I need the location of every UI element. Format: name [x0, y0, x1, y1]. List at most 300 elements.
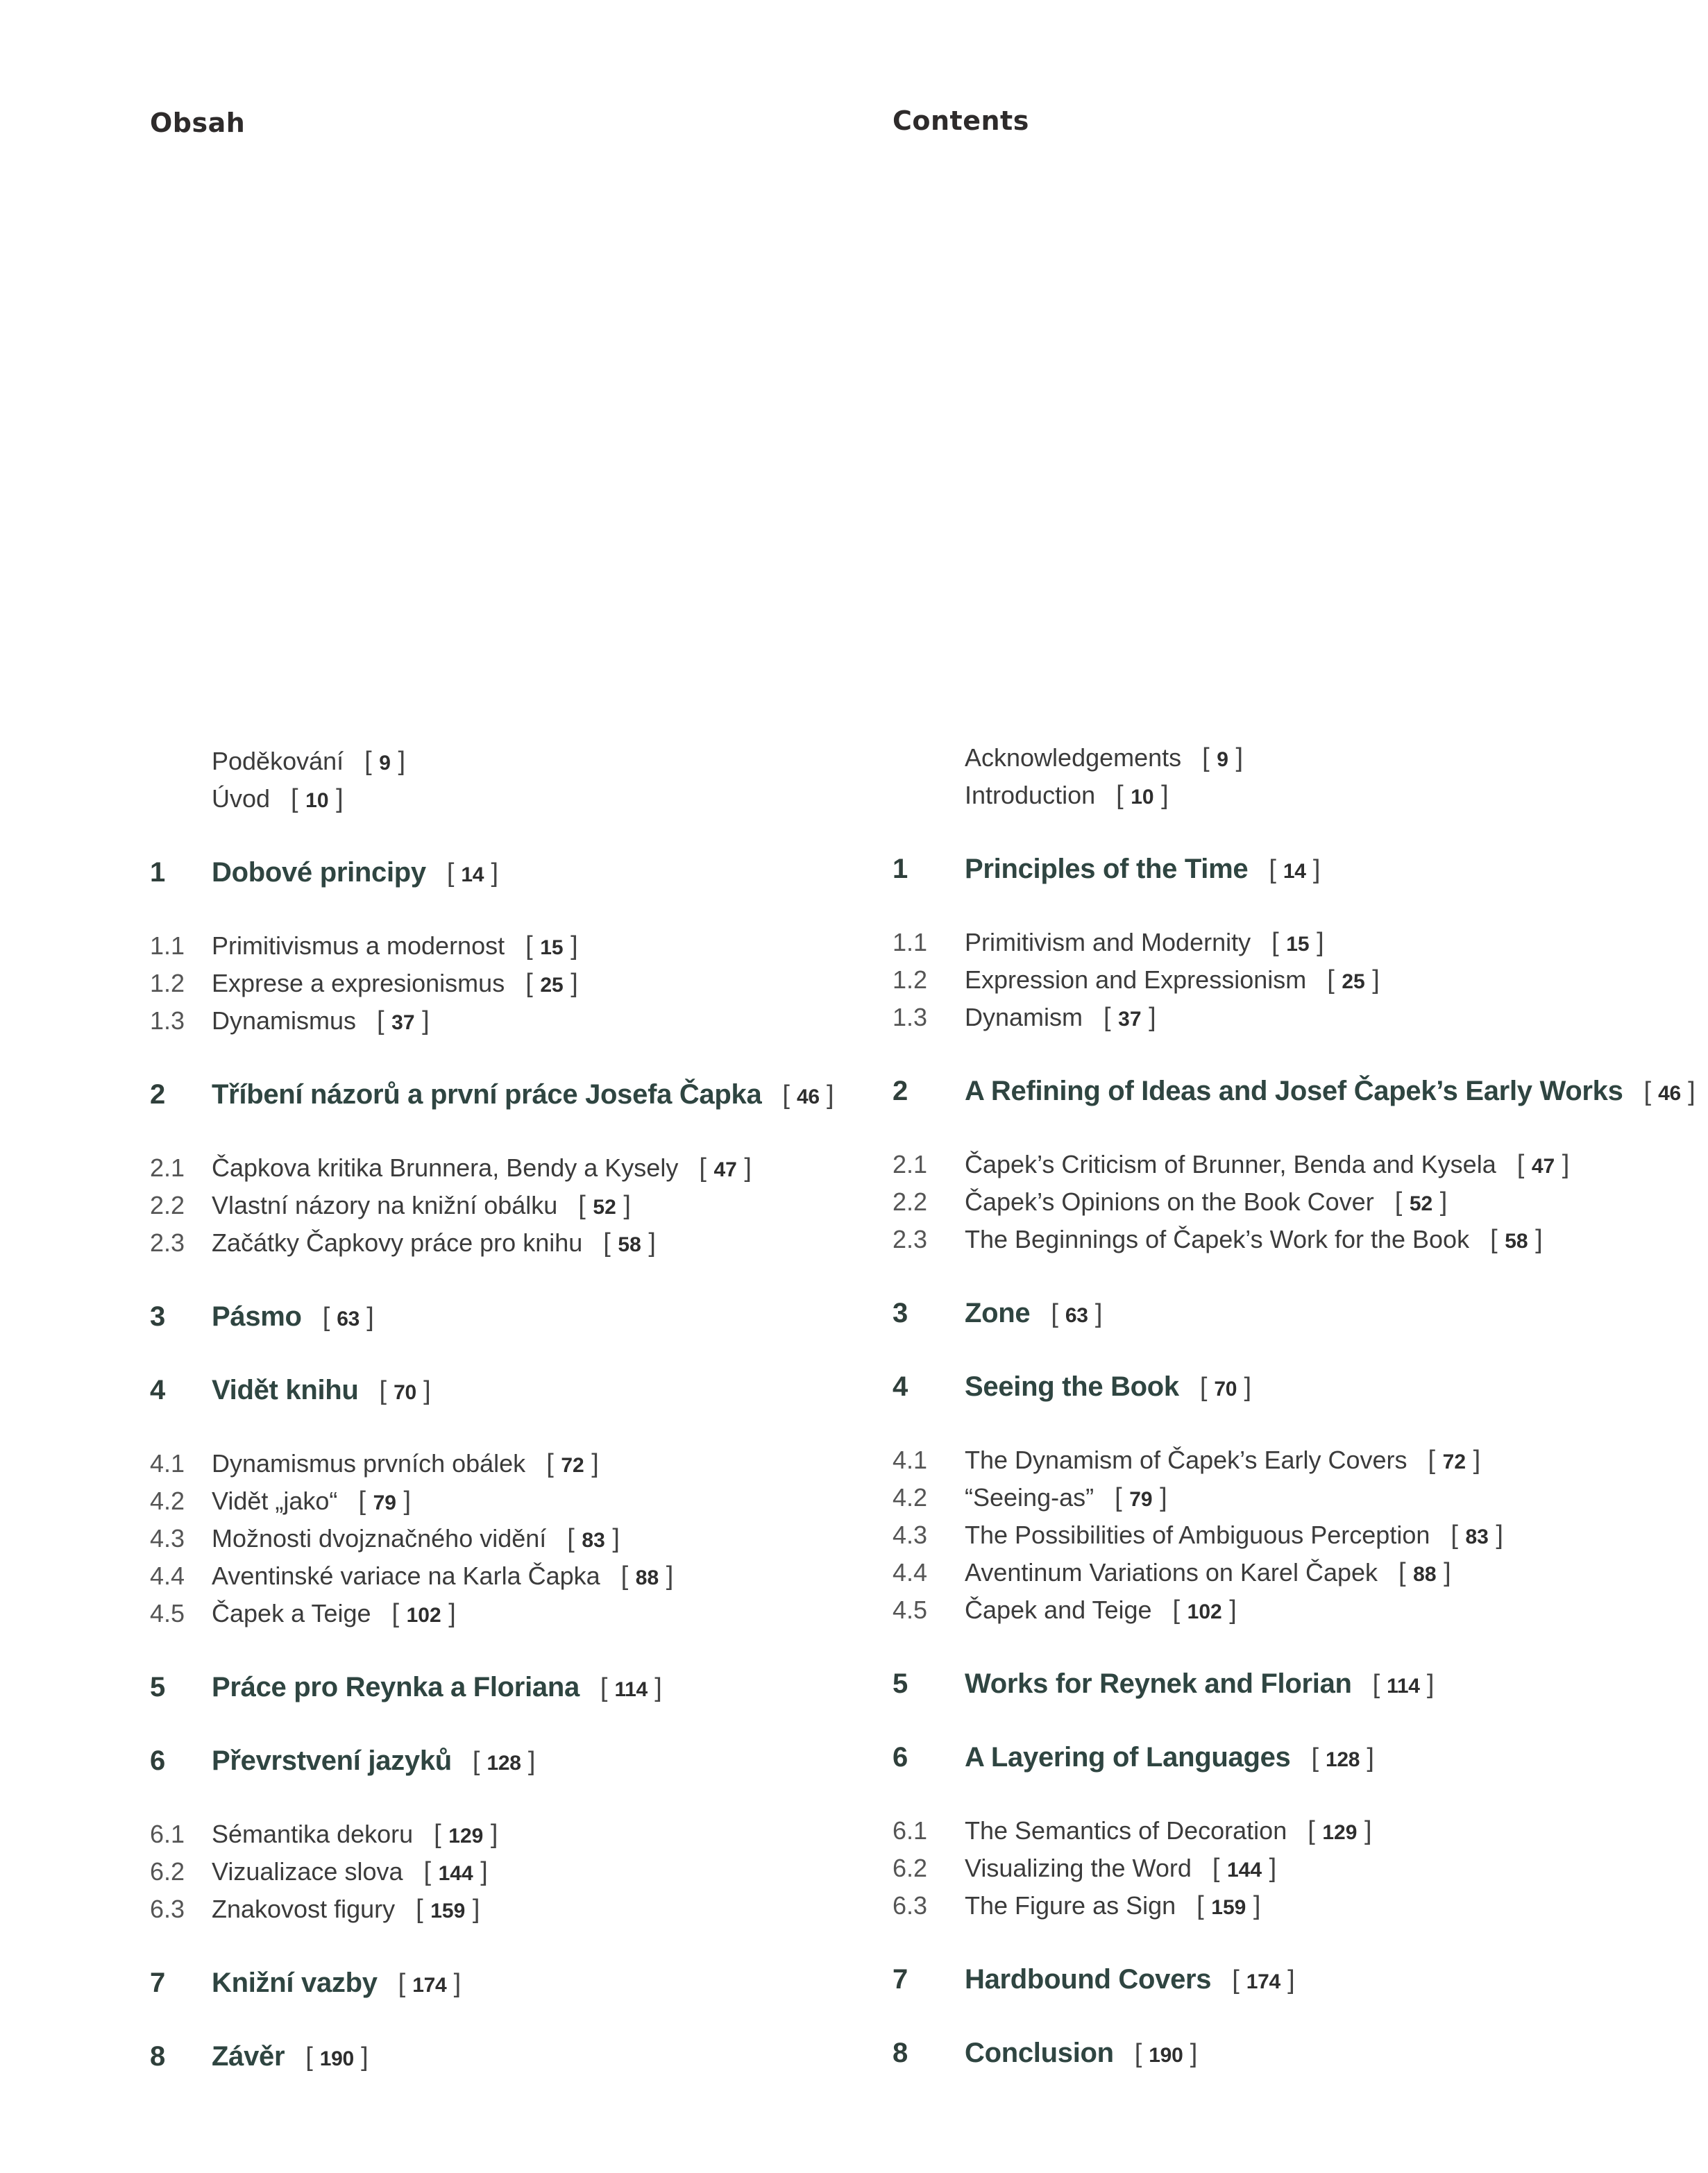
- page-value: 58: [1505, 1230, 1528, 1253]
- page-number: [1051, 1299, 1103, 1328]
- spacer: [893, 1998, 1705, 2034]
- toc-entry-section[interactable]: [150, 927, 879, 965]
- entry-text: [965, 1850, 1276, 1889]
- entry-label: Poděkování: [212, 747, 344, 775]
- page-number: [416, 1895, 480, 1924]
- chapter-title: Tříbení názorů a první práce Josefa Čapka: [212, 1079, 762, 1110]
- section-number: 2.1: [893, 1150, 928, 1178]
- entry-text: [212, 1002, 430, 1042]
- bracket-close: ]: [1360, 1743, 1374, 1773]
- bracket-open: [: [472, 1747, 487, 1776]
- page-value: 114: [614, 1678, 648, 1701]
- page-value: 37: [391, 1011, 415, 1034]
- section-number: 1.1: [893, 928, 928, 956]
- entry-text: [965, 1887, 1260, 1927]
- page-number: [1451, 1521, 1503, 1550]
- entry-text: [965, 1146, 1569, 1185]
- bracket-close: ]: [1309, 928, 1324, 957]
- bracket-close: ]: [616, 1191, 631, 1220]
- bracket-open: [: [379, 1376, 394, 1405]
- page-value: 15: [1286, 933, 1310, 956]
- toc-entry-section[interactable]: [150, 1816, 879, 1853]
- bracket-close: ]: [473, 1857, 488, 1886]
- bracket-open: [: [1372, 1670, 1387, 1699]
- spacer: [150, 2002, 879, 2038]
- page-number: [1232, 1965, 1295, 1995]
- bracket-close: ]: [1555, 1150, 1570, 1179]
- bracket-close: ]: [1305, 855, 1321, 884]
- toc-entry-section[interactable]: [150, 1853, 879, 1891]
- page-number: [377, 1006, 430, 1035]
- page-value: 190: [319, 2047, 354, 2070]
- section-number: 4.5: [893, 1596, 928, 1624]
- bracket-close: ]: [563, 969, 578, 998]
- entry-text: [212, 927, 578, 967]
- bracket-open: [: [1104, 1003, 1119, 1032]
- toc-entry-section[interactable]: [150, 1445, 879, 1482]
- entry-text: [965, 1072, 1695, 1113]
- section-title: Sémantika dekoru: [212, 1820, 414, 1848]
- spacer: [893, 1702, 1705, 1739]
- page-value: 14: [461, 863, 484, 886]
- entry-text: [965, 1368, 1251, 1408]
- chapter-number: 3: [893, 1298, 908, 1328]
- page-value: 129: [1322, 1821, 1358, 1844]
- bracket-close: ]: [390, 747, 406, 776]
- bracket-close: ]: [1221, 1596, 1237, 1625]
- section-number: 2.1: [150, 1153, 185, 1182]
- toc-entry-section[interactable]: [150, 1520, 879, 1557]
- section-number: 4.1: [150, 1449, 185, 1478]
- toc-entry-section[interactable]: [150, 1595, 879, 1632]
- spacer: [150, 1113, 879, 1149]
- page-value: 159: [430, 1900, 466, 1922]
- page-number: [603, 1228, 656, 1258]
- bracket-open: [: [416, 1895, 431, 1924]
- bracket-close: ]: [736, 1153, 752, 1183]
- page-number: [472, 1747, 536, 1776]
- bracket-open: [: [1212, 1854, 1227, 1883]
- bracket-close: ]: [647, 1673, 662, 1702]
- page-value: 47: [713, 1158, 737, 1181]
- entry-label: Introduction: [965, 781, 1096, 809]
- page-value: 70: [394, 1381, 416, 1404]
- bracket-open: [: [1232, 1965, 1246, 1995]
- toc-entry-chapter[interactable]: [150, 1668, 879, 1706]
- toc-list-czech: [150, 743, 879, 2075]
- entry-text: [212, 1520, 620, 1559]
- page-value: 10: [1131, 786, 1154, 809]
- bracket-open: [: [398, 1969, 413, 1998]
- chapter-title: A Layering of Languages: [965, 1742, 1291, 1773]
- section-title: Primitivism and Modernity: [965, 928, 1251, 956]
- page-number: [1643, 1077, 1696, 1106]
- bracket-close: ]: [328, 784, 344, 813]
- toc-entry-section[interactable]: [893, 999, 1705, 1036]
- bracket-open: [: [423, 1857, 439, 1886]
- chapter-number: 4: [893, 1371, 908, 1402]
- section-title: Čapek a Teige: [212, 1599, 371, 1627]
- toc-entry-section[interactable]: [150, 1187, 879, 1224]
- section-title: Čapek and Teige: [965, 1596, 1152, 1624]
- chapter-title: Conclusion: [965, 2038, 1114, 2068]
- bracket-open: [: [1202, 743, 1217, 772]
- toc-entry-chapter[interactable]: [150, 1298, 879, 1335]
- bracket-open: [: [358, 1487, 373, 1516]
- entry-text: [212, 1891, 480, 1930]
- section-number: 6.2: [150, 1857, 185, 1886]
- toc-entry-chapter[interactable]: [150, 1076, 879, 1113]
- bracket-close: ]: [1466, 1446, 1481, 1475]
- page-number: [1271, 928, 1324, 957]
- bracket-open: [: [1199, 1373, 1215, 1402]
- page-value: 79: [1129, 1488, 1153, 1511]
- toc-entry-section[interactable]: [893, 1479, 1705, 1516]
- section-number: 1.1: [150, 931, 185, 960]
- toc-entry-chapter[interactable]: [893, 1072, 1705, 1110]
- entry-text: [212, 965, 578, 1004]
- page-number: [699, 1153, 752, 1183]
- entry-text: [965, 850, 1320, 890]
- chapter-number: 6: [150, 1745, 166, 1776]
- section-number: 4.2: [150, 1487, 185, 1515]
- toc-entry-section[interactable]: [893, 961, 1705, 999]
- bracket-open: [: [1516, 1150, 1532, 1179]
- chapter-title: Hardbound Covers: [965, 1964, 1212, 1995]
- bracket-close: ]: [563, 931, 578, 961]
- section-title: Čapkova kritika Brunnera, Bendy a Kysely: [212, 1153, 679, 1182]
- spacer: [150, 1706, 879, 1742]
- page-value: 88: [635, 1566, 659, 1589]
- page-number: [322, 1303, 374, 1332]
- page-value: 190: [1149, 2044, 1183, 2067]
- entry-text: [212, 780, 344, 820]
- toc-entry-chapter[interactable]: [893, 2034, 1705, 2072]
- bracket-open: [: [1394, 1187, 1410, 1217]
- bracket-open: [: [1308, 1816, 1323, 1845]
- page-value: 25: [1342, 970, 1365, 993]
- page-number: [525, 931, 578, 961]
- page-number: [1199, 1373, 1251, 1402]
- entry-text: [965, 1812, 1372, 1852]
- section-title: Dynamism: [965, 1003, 1083, 1031]
- section-number: 4.1: [893, 1446, 928, 1474]
- page-value: 174: [1246, 1970, 1280, 1993]
- spacer: [893, 1332, 1705, 1368]
- toc-entry-section[interactable]: [150, 1557, 879, 1595]
- page-value: 25: [540, 974, 564, 997]
- chapter-title: A Refining of Ideas and Josef Čapek’s Early Works: [965, 1076, 1623, 1106]
- spacer: [150, 1928, 879, 1964]
- page-number: [1308, 1816, 1372, 1845]
- page-value: 46: [796, 1085, 820, 1108]
- page-value: 102: [406, 1604, 441, 1627]
- bracket-open: [: [391, 1599, 407, 1628]
- section-title: Znakovost figury: [212, 1895, 396, 1923]
- toc-list-english: [893, 739, 1705, 2072]
- page-value: 102: [1187, 1600, 1222, 1623]
- page-value: 128: [487, 1752, 521, 1775]
- bracket-close: ]: [819, 1081, 834, 1110]
- bracket-close: ]: [1357, 1816, 1372, 1845]
- chapter-number: 4: [150, 1375, 166, 1405]
- bracket-open: [: [620, 1562, 636, 1591]
- spacer: [150, 1335, 879, 1371]
- section-number: 2.3: [150, 1228, 185, 1257]
- bracket-open: [: [364, 747, 380, 776]
- toc-entry-section[interactable]: [893, 924, 1705, 961]
- toc-entry-chapter[interactable]: [893, 1739, 1705, 1776]
- chapter-title: Převrstvení jazyků: [212, 1745, 452, 1776]
- page-number: [358, 1487, 412, 1516]
- bracket-close: ]: [1237, 1373, 1251, 1402]
- bracket-open: [: [525, 969, 541, 998]
- bracket-close: ]: [414, 1006, 430, 1035]
- bracket-open: [: [603, 1228, 618, 1258]
- section-title: Dynamismus prvních obálek: [212, 1449, 526, 1478]
- entry-text: [212, 1853, 488, 1893]
- chapter-number: 1: [893, 854, 908, 884]
- bracket-close: ]: [1528, 1225, 1543, 1254]
- chapter-title: Knižní vazby: [212, 1968, 378, 1998]
- toc-entry-front[interactable]: [893, 739, 1705, 777]
- entry-text: [212, 1445, 599, 1485]
- bracket-open: [: [1197, 1891, 1212, 1920]
- chapter-number: 8: [893, 2038, 908, 2068]
- toc-entry-section[interactable]: [893, 1183, 1705, 1221]
- chapter-number: 3: [150, 1301, 166, 1332]
- entry-text: [965, 1739, 1374, 1779]
- bracket-close: ]: [1246, 1891, 1261, 1920]
- page-number: [546, 1449, 599, 1478]
- spacer: [893, 1776, 1705, 1812]
- bracket-close: ]: [416, 1376, 431, 1405]
- section-title: Začátky Čapkovy práce pro knihu: [212, 1228, 583, 1257]
- entry-text: [212, 1964, 461, 2004]
- entry-text: [212, 743, 405, 782]
- toc-entry-chapter[interactable]: [893, 1961, 1705, 1998]
- bracket-open: [: [1051, 1299, 1065, 1328]
- section-title: The Dynamism of Čapek’s Early Covers: [965, 1446, 1407, 1474]
- toc-entry-section[interactable]: [893, 1441, 1705, 1479]
- bracket-close: ]: [1280, 1965, 1295, 1995]
- toc-entry-chapter[interactable]: [150, 1742, 879, 1779]
- page-value: 15: [540, 936, 564, 959]
- toc-entry-chapter[interactable]: [150, 1964, 879, 2002]
- chapter-number: 5: [150, 1672, 166, 1702]
- section-title: “Seeing-as”: [965, 1483, 1094, 1512]
- bracket-close: ]: [1364, 965, 1380, 995]
- page-number: [1197, 1891, 1261, 1920]
- bracket-close: ]: [1088, 1299, 1103, 1328]
- entry-text: [965, 1183, 1447, 1223]
- page-value: 9: [1217, 748, 1228, 771]
- section-title: The Figure as Sign: [965, 1891, 1176, 1920]
- section-number: 4.3: [893, 1521, 928, 1549]
- toc-entry-section[interactable]: [893, 1850, 1705, 1887]
- toc-entry-section[interactable]: [893, 1591, 1705, 1629]
- bracket-open: [: [1115, 1483, 1130, 1512]
- toc-entry-section[interactable]: [893, 1146, 1705, 1183]
- section-number: 2.2: [150, 1191, 185, 1219]
- entry-text: [965, 1665, 1434, 1705]
- chapter-title: Seeing the Book: [965, 1371, 1179, 1402]
- section-title: Vlastní názory na knižní obálku: [212, 1191, 558, 1219]
- entry-text: [965, 1294, 1102, 1335]
- chapter-title: Works for Reynek and Florian: [965, 1668, 1352, 1699]
- bracket-open: [: [446, 859, 462, 888]
- page-value: 14: [1283, 860, 1306, 883]
- toc-entry-section[interactable]: [893, 1887, 1705, 1925]
- toc-entry-front[interactable]: [893, 777, 1705, 814]
- section-number: 4.4: [893, 1558, 928, 1587]
- spacer: [893, 1036, 1705, 1072]
- section-number: 4.3: [150, 1524, 185, 1553]
- spacer: [150, 1779, 879, 1816]
- section-number: 1.3: [150, 1006, 185, 1035]
- section-title: Vizualizace slova: [212, 1857, 403, 1886]
- section-number: 1.2: [893, 965, 928, 994]
- chapter-number: 2: [893, 1076, 908, 1106]
- chapter-number: 7: [893, 1964, 908, 1995]
- page-value: 88: [1413, 1563, 1437, 1586]
- bracket-open: [: [322, 1303, 337, 1332]
- page-value: 144: [1226, 1859, 1262, 1882]
- page-value: 83: [1465, 1525, 1489, 1548]
- entry-text: [212, 1187, 631, 1226]
- spacer: [893, 1258, 1705, 1294]
- page-number: [423, 1857, 488, 1886]
- spacer: [893, 888, 1705, 924]
- chapter-title: Vidět knihu: [212, 1375, 359, 1405]
- page-number: [1490, 1225, 1543, 1254]
- toc-entry-section[interactable]: [893, 1516, 1705, 1554]
- section-number: 6.2: [893, 1854, 928, 1882]
- toc-entry-section[interactable]: [150, 965, 879, 1002]
- toc-entry-chapter[interactable]: [893, 1665, 1705, 1702]
- spacer: [893, 1925, 1705, 1961]
- bracket-close: ]: [353, 2043, 369, 2072]
- toc-entry-section[interactable]: [150, 1149, 879, 1187]
- chapter-number: 1: [150, 857, 166, 888]
- spacer: [150, 818, 879, 854]
- chapter-title: Principles of the Time: [965, 854, 1249, 884]
- toc-entry-chapter[interactable]: [150, 2038, 879, 2075]
- bracket-close: ]: [483, 1820, 498, 1849]
- page-number: [1172, 1596, 1237, 1625]
- page-number: [1269, 855, 1321, 884]
- spacer: [150, 1632, 879, 1668]
- page-number: [446, 859, 498, 888]
- page-value: 58: [618, 1233, 641, 1256]
- page-number: [398, 1969, 461, 1998]
- page-value: 72: [561, 1454, 584, 1477]
- page-number: [1212, 1854, 1277, 1883]
- page-number: [567, 1524, 620, 1553]
- toc-entry-chapter[interactable]: [150, 854, 879, 891]
- bracket-open: [: [434, 1820, 449, 1849]
- spacer: [150, 1409, 879, 1445]
- toc-entry-section[interactable]: [893, 1812, 1705, 1850]
- bracket-close: ]: [484, 859, 498, 888]
- page-number: [434, 1820, 498, 1849]
- section-number: 4.4: [150, 1562, 185, 1590]
- chapter-number: 6: [893, 1742, 908, 1773]
- entry-text: [965, 961, 1380, 1001]
- page-value: 128: [1325, 1748, 1360, 1771]
- page-number: [1115, 1483, 1167, 1512]
- chapter-number: 5: [893, 1668, 908, 1699]
- entry-text: [212, 854, 498, 894]
- section-number: 2.2: [893, 1187, 928, 1216]
- spacer: [893, 1629, 1705, 1665]
- section-number: 1.2: [150, 969, 185, 997]
- bracket-open: [: [1398, 1558, 1414, 1587]
- section-title: Primitivismus a modernost: [212, 931, 505, 960]
- page-number: [782, 1081, 834, 1110]
- page-value: 174: [412, 1974, 447, 1997]
- entry-text: [212, 1371, 430, 1412]
- bracket-close: ]: [1153, 781, 1169, 810]
- page-number: [1516, 1150, 1570, 1179]
- entry-text: [965, 1961, 1294, 2001]
- toc-entry-front[interactable]: [150, 743, 879, 780]
- section-title: The Semantics of Decoration: [965, 1816, 1287, 1845]
- bracket-open: [: [782, 1081, 797, 1110]
- toc-entry-chapter[interactable]: [893, 1368, 1705, 1405]
- bracket-open: [: [567, 1524, 582, 1553]
- entry-label: Úvod: [212, 784, 271, 813]
- bracket-open: [: [1271, 928, 1287, 957]
- bracket-open: [: [1116, 781, 1131, 810]
- spacer: [893, 1405, 1705, 1441]
- entry-text: [965, 1554, 1451, 1593]
- page-value: 9: [379, 752, 391, 775]
- bracket-close: ]: [359, 1303, 374, 1332]
- toc-entry-section[interactable]: [150, 1224, 879, 1262]
- toc-entry-section[interactable]: [150, 1002, 879, 1040]
- toc-entry-section[interactable]: [150, 1891, 879, 1928]
- entry-text: [212, 1076, 834, 1116]
- toc-entry-chapter[interactable]: [893, 1294, 1705, 1332]
- bracket-open: [: [699, 1153, 714, 1183]
- spacer: [150, 1262, 879, 1298]
- toc-entry-section[interactable]: [893, 1554, 1705, 1591]
- page-value: 79: [373, 1491, 396, 1514]
- page-value: 159: [1211, 1896, 1246, 1919]
- toc-entry-chapter[interactable]: [150, 1371, 879, 1409]
- chapter-number: 7: [150, 1968, 166, 1998]
- toc-entry-section[interactable]: [150, 1482, 879, 1520]
- toc-entry-chapter[interactable]: [893, 850, 1705, 888]
- page-number: [600, 1673, 662, 1702]
- entry-text: [212, 1557, 673, 1597]
- entry-text: [965, 777, 1169, 816]
- section-number: 4.5: [150, 1599, 185, 1627]
- page-number: [1311, 1743, 1374, 1773]
- page-number: [391, 1599, 456, 1628]
- page-number: [1394, 1187, 1448, 1217]
- page-value: 47: [1531, 1155, 1555, 1178]
- section-title: Čapek’s Opinions on the Book Cover: [965, 1187, 1374, 1216]
- toc-entry-front[interactable]: [150, 780, 879, 818]
- bracket-open: [: [1172, 1596, 1187, 1625]
- entry-text: [212, 1298, 374, 1338]
- toc-entry-section[interactable]: [893, 1221, 1705, 1258]
- entry-text: [965, 1591, 1237, 1631]
- bracket-close: ]: [641, 1228, 656, 1258]
- chapter-number: 8: [150, 2041, 166, 2072]
